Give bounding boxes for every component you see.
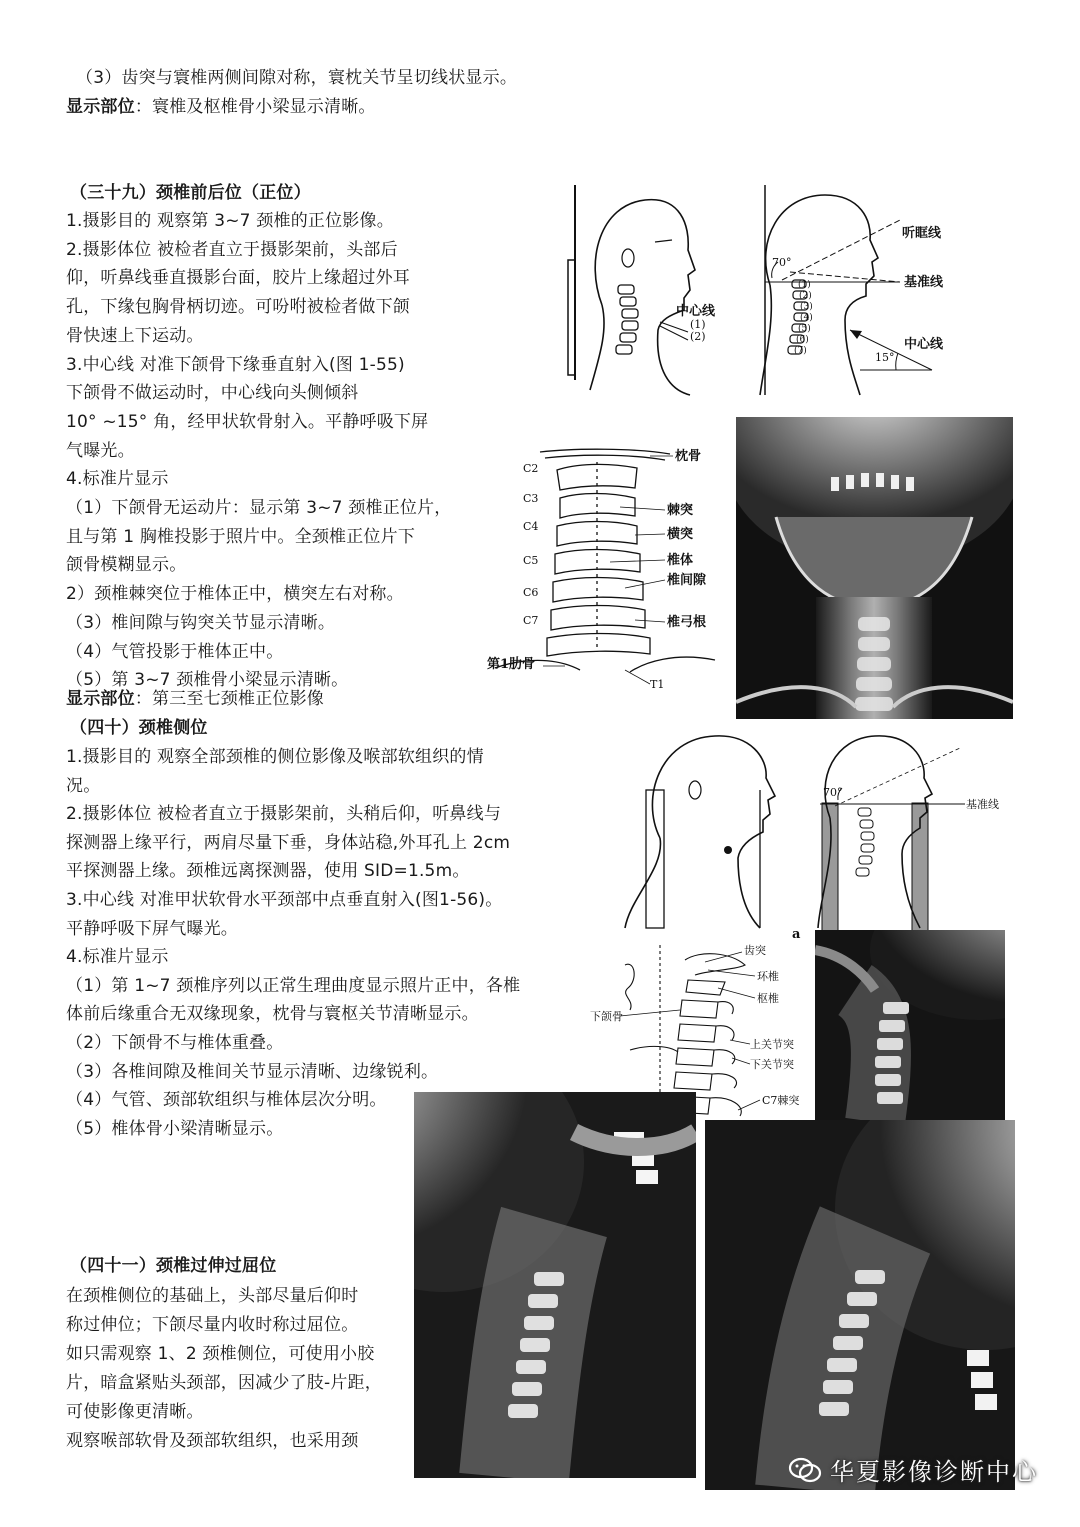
s39-display-label: 显示部位	[66, 689, 135, 709]
s39-line: （5）第 3~7 颈椎骨小梁显示清晰。	[66, 670, 349, 691]
label-body: 椎体	[667, 553, 694, 568]
label-inf-facet: 下关节突	[750, 1058, 794, 1071]
label-center-line-2: 中心线	[904, 337, 944, 352]
watermark-text: 华夏影像诊断中心	[830, 1458, 1038, 1486]
s39-line: （1）下颌骨无运动片：显示第 3~7 颈椎正位片，	[66, 498, 452, 518]
s40-line: （1）第 1~7 颈椎序列以正常生理曲度显示照片正中，各椎	[66, 975, 521, 996]
s41-line: 片，暗盒紧贴头颈部，因减少了肢-片距，	[66, 1373, 382, 1393]
s41-line: 在颈椎侧位的基础上，头部尽量后仰时	[66, 1286, 359, 1306]
lateral-positioning-figure	[620, 728, 1010, 938]
num-2: (2)	[799, 291, 812, 301]
s39-line: 10° ~15° 角，经甲状软骨射入。平静呼吸下屏	[66, 411, 429, 432]
xray-lateral-cervical	[815, 930, 1005, 1122]
s40-line: 3.中心线 对准甲状软骨水平颈部中点垂直射入(图1-56)。	[66, 890, 503, 910]
label-ear-orbit-line: 听眶线	[902, 226, 942, 241]
s39-line: 仰，听鼻线垂直摄影台面，胶片上缘超过外耳	[66, 268, 410, 289]
label-c2: (2)	[690, 330, 706, 343]
s40-line: （4）气管、颈部软组织与椎体层次分明。	[66, 1090, 387, 1111]
watermark	[788, 1452, 1038, 1487]
num-3: (3)	[800, 302, 813, 312]
label-lat-base: 基准线	[966, 798, 999, 811]
label-angle-15: 15°	[875, 351, 895, 364]
prev-display-line	[66, 94, 376, 121]
level-c4: C4	[523, 520, 539, 533]
label-sup-facet: 上关节突	[750, 1038, 794, 1051]
ap-spine-diagram	[485, 440, 735, 690]
num-4: (4)	[800, 313, 813, 323]
s39-line: 下颌骨不做运动时，中心线向头侧倾斜	[66, 383, 359, 404]
xray-flexion	[705, 1120, 1015, 1490]
s40-line: 况。	[66, 775, 101, 796]
s39-line: 孔，下缘包胸骨柄切迹。可吩咐被检者做下颌	[66, 297, 410, 318]
s40-line: （5）椎体骨小梁清晰显示。	[66, 1118, 284, 1139]
s39-line: 且与第 1 胸椎投影于照片中。全颈椎正位片下	[66, 526, 416, 547]
s39-line: 3.中心线 对准下颌骨下缘垂直射入(图 1-55)	[66, 354, 405, 375]
ap-positioning-figure	[560, 180, 980, 405]
level-t1: T1	[650, 678, 665, 690]
s39-line: 1.摄影目的 观察第 3~7 颈椎的正位影像。	[66, 211, 394, 231]
xray-ap-cervical	[736, 417, 1013, 719]
section-39-title: （三十九）颈椎前后位（正位）	[70, 183, 311, 203]
label-c7-spinous: C7棘突	[762, 1094, 800, 1107]
s40-line: （3）各椎间隙及椎间关节显示清晰、边缘锐利。	[66, 1061, 439, 1082]
label-mandible: 下颌骨	[590, 1010, 623, 1023]
s40-line: 2.摄影体位 被检者直立于摄影架前，头稍后仰，听鼻线与	[66, 804, 502, 825]
label-occiput: 枕骨	[675, 449, 702, 464]
s40-line: 1.摄影目的 观察全部颈椎的侧位影像及喉部软组织的情	[66, 747, 484, 767]
level-c3: C3	[523, 492, 539, 505]
label-space: 椎间隙	[667, 573, 707, 588]
label-pedicle: 椎弓根	[667, 615, 707, 630]
prev-item-3: （3）齿突与寰椎两侧间隙对称，寰枕关节呈切线状显示。	[76, 68, 518, 88]
s40-line: 平静呼吸下屏气曝光。	[66, 918, 238, 939]
label-angle-70: 70°	[772, 256, 792, 269]
wechat-icon	[788, 1456, 822, 1484]
label-c1: (1)	[690, 318, 706, 331]
s39-line: 4.标准片显示	[66, 469, 169, 490]
section-41-title: （四十一）颈椎过伸过屈位	[70, 1256, 277, 1276]
s39-line: 颌骨模糊显示。	[66, 555, 187, 576]
s39-line: 气曝光。	[66, 440, 135, 461]
prev-display-label: 显示部位	[66, 97, 135, 117]
xray-extension	[414, 1092, 696, 1478]
num-1: (1)	[798, 280, 811, 290]
num-6: (6)	[796, 335, 809, 345]
section-40-title: （四十）颈椎侧位	[70, 718, 208, 738]
label-transverse: 横突	[667, 527, 694, 542]
level-c5: C5	[523, 554, 539, 567]
s39-line: 2.摄影体位 被检者直立于摄影架前，头部后	[66, 239, 398, 260]
s41-line: 如只需观察 1、2 颈椎侧位，可使用小胶	[66, 1344, 375, 1364]
label-axis: 枢椎	[757, 992, 779, 1005]
s41-line: 观察喉部软骨及颈部软组织，也采用颈	[66, 1431, 359, 1451]
s39-display-line	[66, 686, 324, 713]
prev-display-text: ：寰椎及枢椎骨小梁显示清晰。	[134, 97, 376, 117]
label-rib1: 第1肋骨	[487, 657, 536, 672]
level-c7: C7	[523, 614, 539, 627]
num-5: (5)	[798, 324, 811, 334]
s40-line: 探测器上缘平行，两肩尽量下垂，身体站稳,外耳孔上 2cm	[66, 832, 511, 853]
level-c2: C2	[523, 462, 539, 475]
label-center-line: 中心线	[676, 304, 716, 319]
label-lat-angle-70: 70°	[823, 786, 843, 799]
label-base-line: 基准线	[904, 275, 944, 290]
s40-line: 平探测器上缘。颈椎远离探测器，使用 SID=1.5m。	[66, 861, 470, 882]
figure-tag-a: a	[792, 927, 801, 938]
s39-line: （3）椎间隙与钩突关节显示清晰。	[66, 612, 336, 633]
level-c6: C6	[523, 586, 539, 599]
label-dens: 齿突	[744, 944, 766, 957]
s41-line: 称过伸位；下颌尽量内收时称过屈位。	[66, 1315, 359, 1335]
s40-line: （2）下颌骨不与椎体重叠。	[66, 1033, 284, 1053]
s41-line: 可使影像更清晰。	[66, 1402, 204, 1422]
num-7: (7)	[794, 346, 807, 356]
s40-line: 体前后缘重合无双缘现象，枕骨与寰枢关节清晰显示。	[66, 1004, 479, 1025]
s39-display-text: ：第三至七颈椎正位影像	[134, 689, 325, 709]
s39-line: 2）颈椎棘突位于椎体正中，横突左右对称。	[66, 584, 404, 605]
s39-line: 骨快速上下运动。	[66, 325, 204, 346]
s40-line: 4.标准片显示	[66, 947, 169, 968]
s39-line: （4）气管投影于椎体正中。	[66, 641, 284, 662]
label-atlas: 环椎	[757, 970, 779, 983]
label-spinous: 棘突	[667, 503, 694, 518]
